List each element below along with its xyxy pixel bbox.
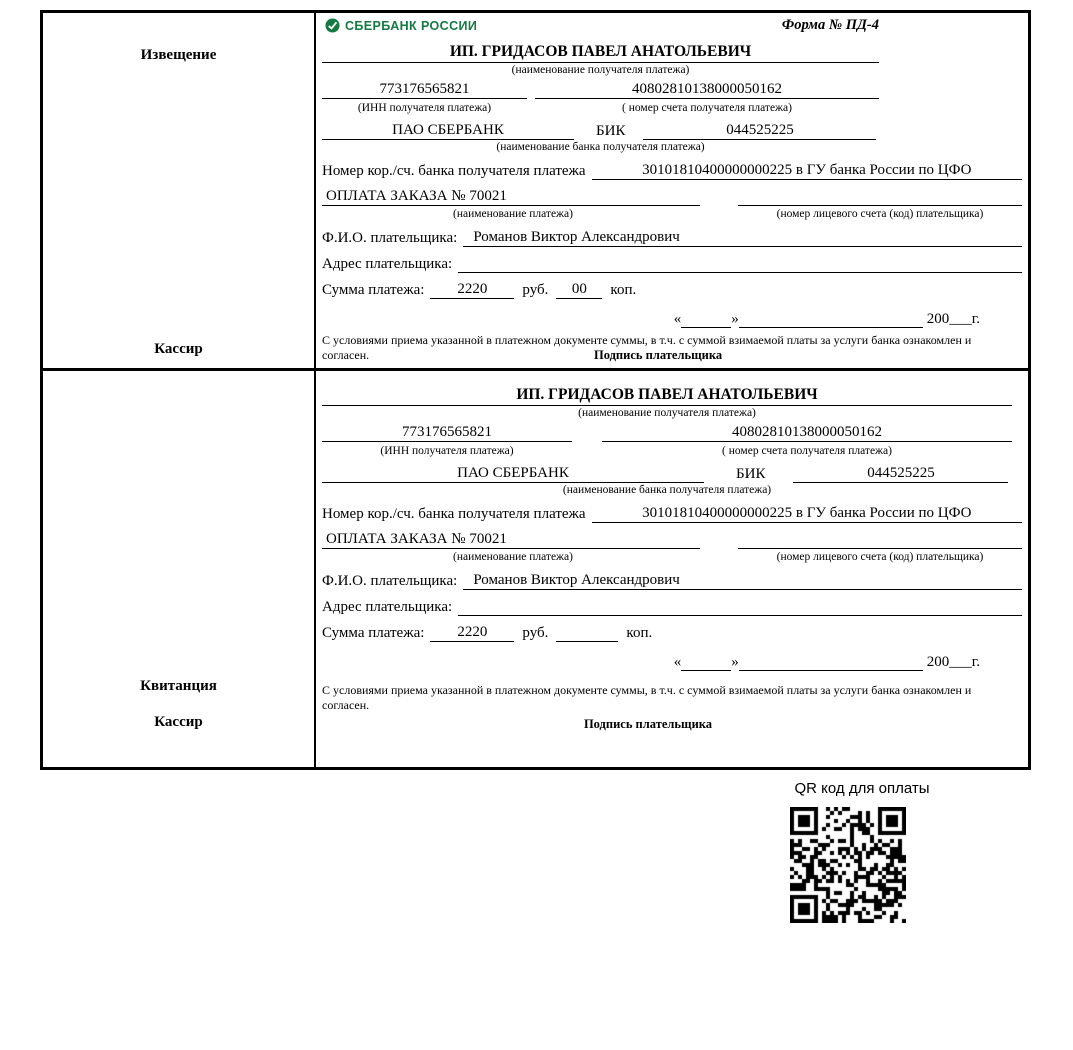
inn-field: 773176565821 xyxy=(322,424,572,442)
account-field: 40802810138000050162 xyxy=(602,424,1012,442)
date-month-field xyxy=(739,327,923,328)
purpose-captions xyxy=(322,550,1022,564)
payer-address-label: Адрес плательщика: xyxy=(322,599,453,615)
payer-address-row xyxy=(322,251,1022,273)
receipt-label: Квитанция xyxy=(140,678,217,694)
cashier-label: Кассир xyxy=(154,714,203,730)
agreement-block xyxy=(322,333,974,363)
bank-name-field: ПАО СБЕРБАНК xyxy=(322,465,704,483)
qr-caption: QR код для оплаты xyxy=(794,780,930,797)
sum-rub-field: 2220 xyxy=(430,624,514,642)
payer-address-label: Адрес плательщика: xyxy=(322,256,453,272)
payer-name-label: Ф.И.О. плательщика: xyxy=(322,230,458,246)
bik-field: 044525225 xyxy=(793,465,1008,483)
recipient-name: ИП. ГРИДАСОВ ПАВЕЛ АНАТОЛЬЕВИЧ xyxy=(322,42,879,63)
sum-rub-field: 2220 xyxy=(430,281,514,299)
date-quote-open: « xyxy=(673,311,682,327)
purpose-field: ОПЛАТА ЗАКАЗА № 70021 xyxy=(322,188,700,206)
sberbank-logo-text: СБЕРБАНК РОССИИ xyxy=(345,18,478,33)
agreement-text: С условиями приема указанной в платежном документе суммы, в т.ч. с суммой взимаемой платы за услуги банка ознакомлен и согласен. xyxy=(322,333,972,362)
payer-address-row xyxy=(322,594,1022,616)
purpose-caption: (наименование платежа) xyxy=(453,551,573,563)
payer-name-field: Романов Виктор Александрович xyxy=(463,572,1022,590)
account-field: 40802810138000050162 xyxy=(535,81,879,99)
purpose-caption: (наименование платежа) xyxy=(453,208,573,220)
receipt-form-body xyxy=(316,371,1028,767)
payer-name-row xyxy=(322,225,1022,247)
purpose-captions xyxy=(322,207,1022,221)
payer-name-field: Романов Виктор Александрович xyxy=(463,229,1022,247)
rub-label: руб. xyxy=(522,625,549,641)
personal-account-caption: (номер лицевого счета (код) плательщика) xyxy=(776,551,984,563)
sberbank-logo-icon xyxy=(325,18,340,33)
account-caption: ( номер счета получателя платежа) xyxy=(622,102,792,114)
corr-label: Номер кор./сч. банка получателя платежа xyxy=(322,163,586,179)
payer-address-field xyxy=(458,615,1022,616)
payment-form-pd4 xyxy=(40,10,1031,770)
payer-name-label: Ф.И.О. плательщика: xyxy=(322,573,458,589)
sberbank-logo xyxy=(325,18,477,33)
sum-row xyxy=(322,620,1022,642)
inn-caption: (ИНН получателя платежа) xyxy=(357,102,492,114)
kop-label: коп. xyxy=(626,625,653,641)
sum-label: Сумма платежа: xyxy=(322,625,425,641)
inn-caption: (ИНН получателя платежа) xyxy=(380,445,514,457)
inn-field: 773176565821 xyxy=(322,81,527,99)
receipt-side-column xyxy=(43,371,316,767)
notice-side-column xyxy=(43,13,316,368)
date-quote-close: » xyxy=(731,654,739,670)
purpose-row xyxy=(322,184,1022,206)
cashier-label: Кассир xyxy=(154,341,203,357)
account-caption: ( номер счета получателя платежа) xyxy=(722,445,892,457)
date-year: 200___г. xyxy=(926,311,980,327)
personal-account-caption: (номер лицевого счета (код) плательщика) xyxy=(776,208,984,220)
sum-label: Сумма платежа: xyxy=(322,282,425,298)
form-header xyxy=(322,17,879,42)
bank-name-field: ПАО СБЕРБАНК xyxy=(322,122,574,140)
rub-label: руб. xyxy=(522,282,549,298)
corr-account-row xyxy=(322,158,1022,180)
date-day-field xyxy=(681,670,731,671)
date-row xyxy=(322,649,980,671)
sum-kop-field: 00 xyxy=(556,281,602,299)
personal-account-field xyxy=(738,548,1022,549)
agreement-block xyxy=(322,683,974,732)
corr-account-row xyxy=(322,501,1022,523)
payer-address-field xyxy=(458,272,1022,273)
corr-field: 30101810400000000225 в ГУ банка России по ЦФО xyxy=(592,162,1022,180)
date-quote-open: « xyxy=(673,654,682,670)
sum-kop-field xyxy=(556,641,618,642)
date-quote-close: » xyxy=(731,311,739,327)
personal-account-field xyxy=(738,205,1022,206)
recipient-caption: (наименование получателя платежа) xyxy=(511,64,690,76)
sum-row xyxy=(322,277,1022,299)
purpose-field: ОПЛАТА ЗАКАЗА № 70021 xyxy=(322,531,700,549)
payer-name-row xyxy=(322,568,1022,590)
agreement-text: С условиями приема указанной в платежном документе суммы, в т.ч. с суммой взимаемой платы за услуги банка ознакомлен и согласен. xyxy=(322,683,972,712)
notice-form-body xyxy=(316,13,1028,368)
qr-block xyxy=(786,780,938,923)
bik-label: БИК xyxy=(596,123,626,139)
date-month-field xyxy=(739,670,923,671)
bik-field: 044525225 xyxy=(643,122,876,140)
date-year: 200___г. xyxy=(926,654,980,670)
recipient-caption: (наименование получателя платежа) xyxy=(578,407,756,419)
date-row xyxy=(322,306,980,328)
recipient-block xyxy=(322,42,879,154)
kop-label: коп. xyxy=(610,282,637,298)
bank-caption: (наименование банка получателя платежа) xyxy=(562,484,772,496)
recipient-name: ИП. ГРИДАСОВ ПАВЕЛ АНАТОЛЬЕВИЧ xyxy=(322,385,1012,406)
notice-section xyxy=(40,10,1031,371)
bank-caption: (наименование банка получателя платежа) xyxy=(496,141,705,153)
notice-label: Извещение xyxy=(140,47,217,63)
date-day-field xyxy=(681,327,731,328)
qr-code xyxy=(790,807,906,923)
payer-signature-label: Подпись плательщика xyxy=(594,348,723,362)
corr-field: 30101810400000000225 в ГУ банка России по ЦФО xyxy=(592,505,1022,523)
form-number: Форма № ПД-4 xyxy=(781,17,879,33)
purpose-row xyxy=(322,527,1022,549)
recipient-block xyxy=(322,385,1012,497)
bik-label: БИК xyxy=(736,466,766,482)
corr-label: Номер кор./сч. банка получателя платежа xyxy=(322,506,586,522)
payer-signature-label: Подпись плательщика xyxy=(583,717,713,731)
receipt-section xyxy=(40,368,1031,770)
